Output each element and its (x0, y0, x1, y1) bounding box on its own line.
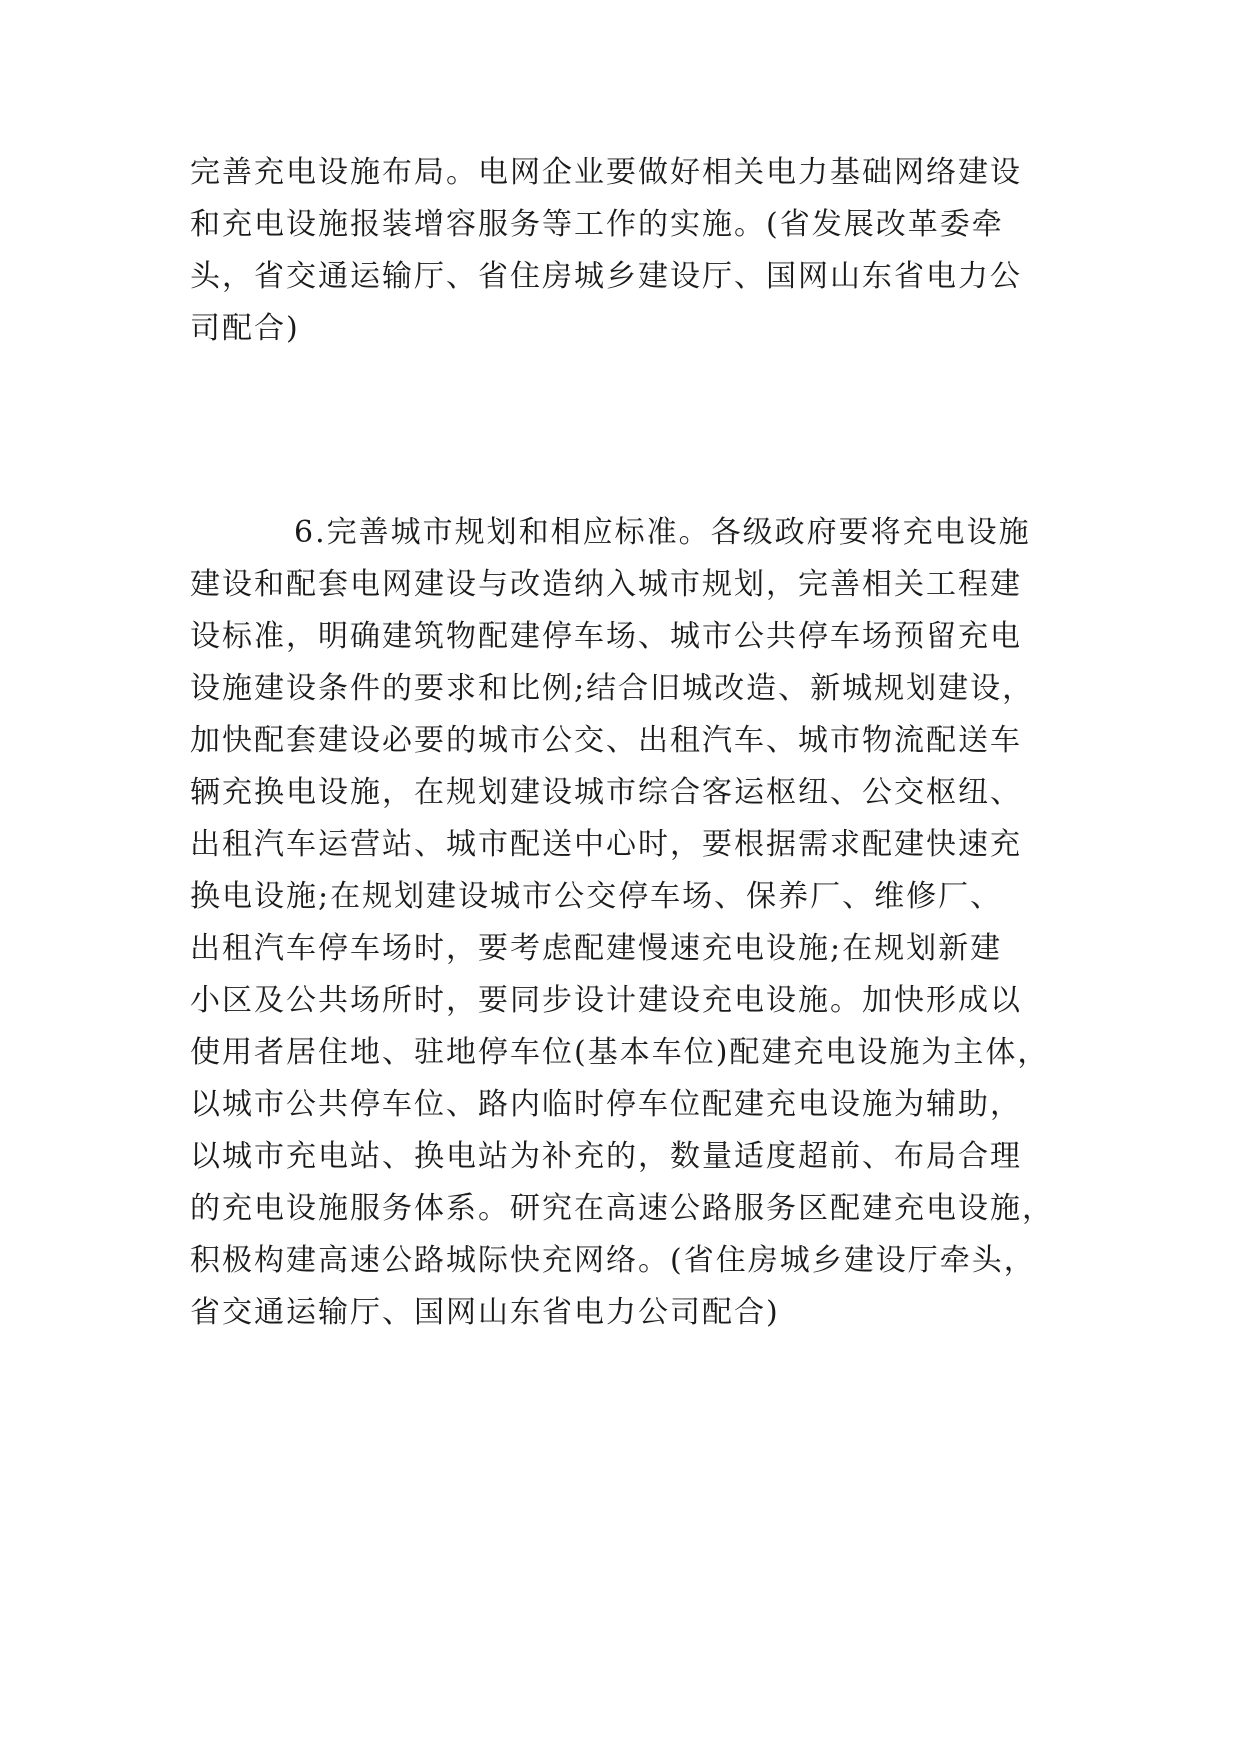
paragraph-2-line-2: 建设和配套电网建设与改造纳入城市规划，完善相关工程建 (190, 567, 1022, 602)
paragraph-2-line-10: 小区及公共场所时，要同步设计建设充电设施。加快形成以 (190, 983, 1022, 1018)
paragraph-2-line-16: 省交通运输厅、国网山东省电力公司配合) (190, 1295, 780, 1330)
paragraph-2-line-8: 换电设施;在规划建设城市公交停车场、保养厂、维修厂、 (190, 879, 1003, 914)
paragraph-2-line-12: 以城市公共停车位、路内临时停车位配建充电设施为辅助， (190, 1087, 1022, 1122)
paragraph-2-line-13: 以城市充电站、换电站为补充的，数量适度超前、布局合理 (190, 1139, 1022, 1174)
paragraph-2-line-14: 的充电设施服务体系。研究在高速公路服务区配建充电设施， (190, 1191, 1054, 1226)
paragraph-2-line-3: 设标准，明确建筑物配建停车场、城市公共停车场预留充电 (190, 619, 1022, 654)
paragraph-2-line-15: 积极构建高速公路城际快充网络。(省住房城乡建设厅牵头， (190, 1243, 1036, 1278)
paragraph-2-line-5: 加快配套建设必要的城市公交、出租汽车、城市物流配送车 (190, 723, 1022, 758)
paragraph-1-line-4: 司配合) (190, 311, 300, 346)
paragraph-2-line-1: 6.完善城市规划和相应标准。各级政府要将充电设施 (294, 515, 1031, 550)
paragraph-2-line-4: 设施建设条件的要求和比例;结合旧城改造、新城规划建设， (190, 671, 1035, 706)
paragraph-1-line-1: 完善充电设施布局。电网企业要做好相关电力基础网络建设 (190, 155, 1022, 190)
paragraph-1-line-2: 和充电设施报装增容服务等工作的实施。(省发展改革委牵 (190, 207, 1004, 242)
paragraph-2-line-7: 出租汽车运营站、城市配送中心时，要根据需求配建快速充 (190, 827, 1022, 862)
paragraph-2-line-6: 辆充换电设施，在规划建设城市综合客运枢纽、公交枢纽、 (190, 775, 1022, 810)
paragraph-2-line-9: 出租汽车停车场时，要考虑配建慢速充电设施;在规划新建 (190, 931, 1003, 966)
paragraph-2-line-11: 使用者居住地、驻地停车位(基本车位)配建充电设施为主体， (190, 1035, 1050, 1070)
paragraph-1-line-3: 头，省交通运输厅、省住房城乡建设厅、国网山东省电力公 (190, 259, 1022, 294)
